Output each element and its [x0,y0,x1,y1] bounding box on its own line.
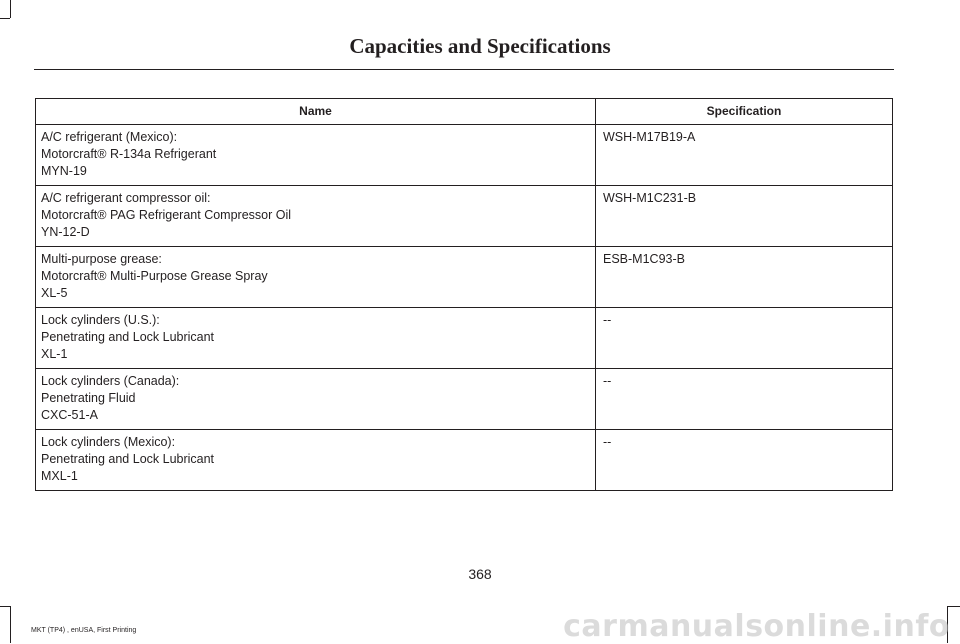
name-cell [36,186,596,247]
item-description: Lock cylinders (Mexico): [41,435,176,449]
item-description: Multi-purpose grease: [41,252,162,266]
name-cell [36,430,596,491]
title-divider [34,69,894,70]
specification-cell: WSH-M1C231-B [596,186,893,247]
print-info: MKT (TP4) , enUSA, First Printing [31,627,137,634]
specification-cell: ESB-M1C93-B [596,247,893,308]
page-number: 368 [468,566,492,582]
item-description: A/C refrigerant (Mexico): [41,130,178,144]
item-part-number: MXL-1 [41,469,78,483]
table-row [36,430,893,491]
name-cell [36,308,596,369]
name-cell [36,247,596,308]
specifications-table [35,98,893,491]
table-row [36,247,893,308]
item-product: Penetrating and Lock Lubricant [41,330,215,344]
column-header-name: Name [36,99,596,125]
table-row [36,125,893,186]
item-product: Motorcraft® Multi-Purpose Grease Spray [41,269,268,283]
item-product: Motorcraft® R-134a Refrigerant [41,147,217,161]
item-description: Lock cylinders (U.S.): [41,313,160,327]
name-cell [36,369,596,430]
item-product: Penetrating Fluid [41,391,136,405]
crop-mark-bottom-right-horizontal [947,606,960,607]
item-part-number: XL-1 [41,347,68,361]
item-product: Motorcraft® PAG Refrigerant Compressor Oil [41,208,292,222]
item-description: Lock cylinders (Canada): [41,374,180,388]
crop-mark-top-left-horizontal [0,18,10,19]
page-title: Capacities and Specifications [349,34,611,58]
item-description: A/C refrigerant compressor oil: [41,191,211,205]
table-row [36,369,893,430]
crop-mark-bottom-left-horizontal [0,606,10,607]
specification-cell: -- [596,369,893,430]
specification-cell: -- [596,430,893,491]
watermark: carmanualsonline.info [563,609,950,644]
table-row [36,186,893,247]
item-part-number: CXC-51-A [41,408,98,422]
crop-mark-top-left-vertical [10,0,11,18]
name-cell [36,125,596,186]
specification-cell: WSH-M17B19-A [596,125,893,186]
item-part-number: XL-5 [41,286,68,300]
crop-mark-bottom-left-vertical [10,606,11,643]
item-part-number: YN-12-D [41,225,90,239]
table-header-row [36,99,893,125]
table-row [36,308,893,369]
item-part-number: MYN-19 [41,164,87,178]
item-product: Penetrating and Lock Lubricant [41,452,215,466]
specification-cell: -- [596,308,893,369]
column-header-specification: Specification [596,99,893,125]
